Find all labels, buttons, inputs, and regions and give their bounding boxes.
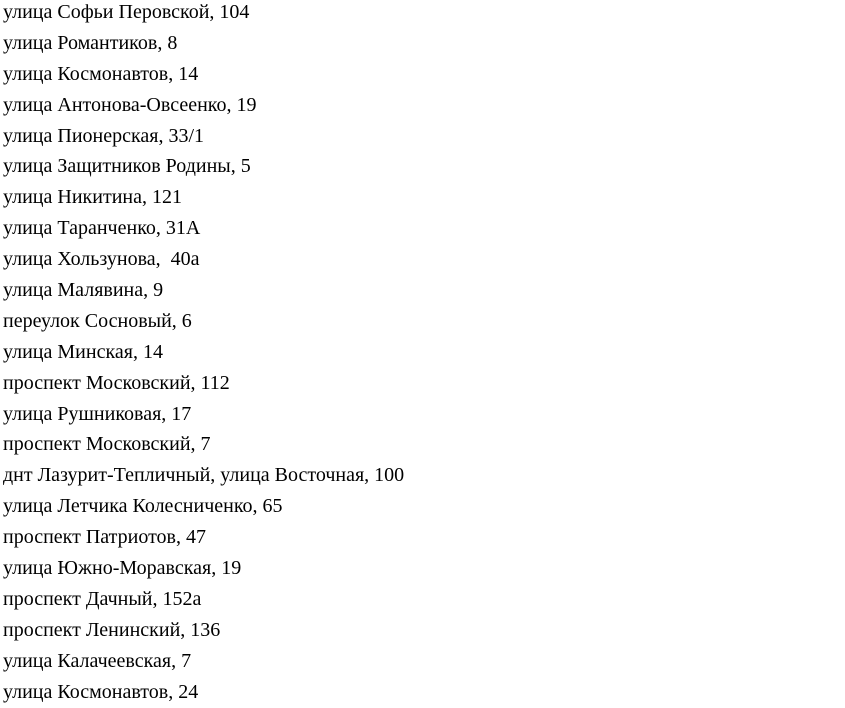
address-item: улица Минская, 14 — [3, 340, 163, 363]
address-item: улица Калачеевская, 7 — [3, 649, 192, 672]
address-item: улица Пионерская, 33/1 — [3, 124, 205, 147]
address-item: улица Хользунова, 40а — [3, 248, 200, 271]
address-item: улица Летчика Колесниченко, 65 — [3, 495, 283, 518]
address-item: улица Софьи Перовской, 104 — [3, 1, 250, 23]
address-item: проспект Московский, 112 — [3, 371, 230, 394]
address-item: улица Космонавтов, 14 — [3, 62, 199, 85]
address-list — [3, 0, 404, 707]
address-item: улица Антонова-Овсеенко, 19 — [3, 93, 257, 116]
address-item: днт Лазурит-Тепличный, улица Восточная, 100 — [3, 464, 405, 487]
address-item: проспект Патриотов, 47 — [3, 526, 206, 549]
address-item: проспект Ленинский, 136 — [3, 618, 221, 641]
address-item: улица Космонавтов, 24 — [3, 680, 199, 703]
address-item: улица Таранченко, 31А — [3, 217, 201, 240]
address-item: улица Малявина, 9 — [3, 279, 164, 302]
address-item: переулок Сосновый, 6 — [3, 309, 192, 332]
address-item: улица Южно-Моравская, 19 — [3, 557, 242, 580]
address-item: улица Рушниковая, 17 — [3, 402, 192, 425]
address-item: проспект Московский, 7 — [3, 433, 211, 456]
address-item: улица Защитников Родины, 5 — [3, 155, 251, 178]
address-item: улица Романтиков, 8 — [3, 31, 178, 54]
address-item: проспект Дачный, 152а — [3, 587, 202, 610]
address-item: улица Никитина, 121 — [3, 186, 182, 209]
